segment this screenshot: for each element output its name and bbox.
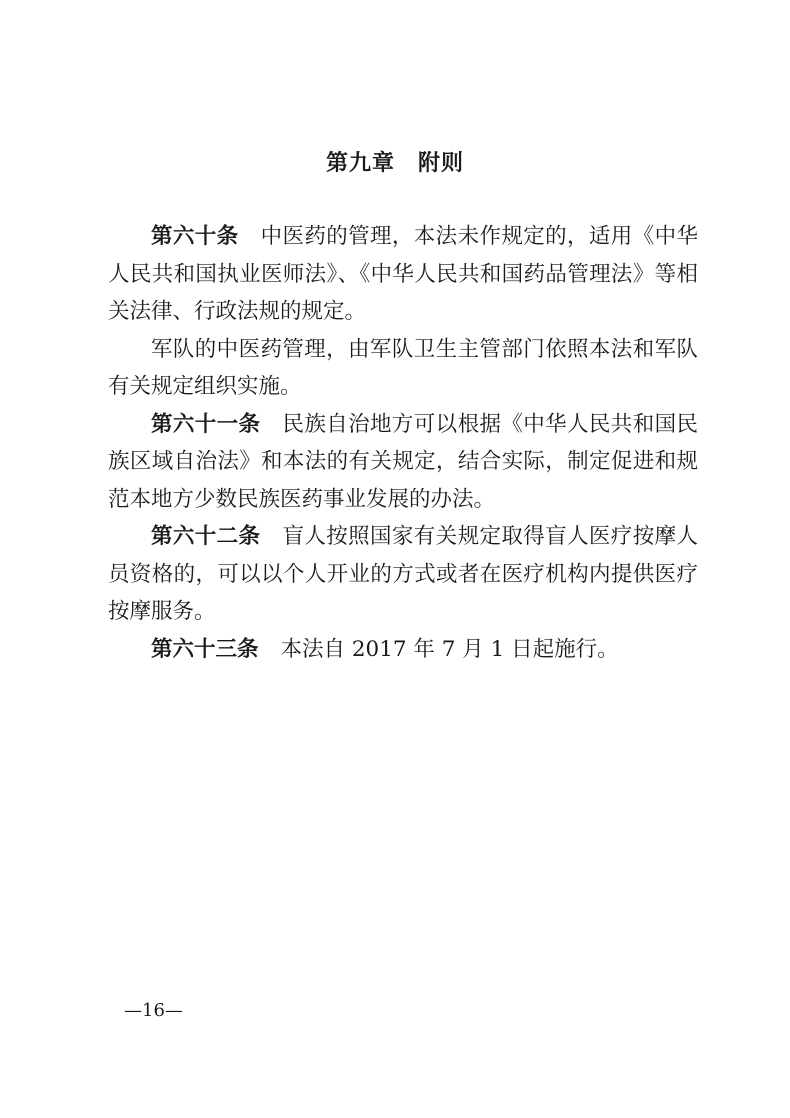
article-text: 民族自治地方可以根据《中华人民共和国民族区域自治法》和本法的有关规定，结合实际，制定促进和规范本地方少数民族医药事业发展的办法。 [108, 411, 698, 512]
document-body [108, 218, 698, 668]
article-63 [108, 631, 698, 669]
article-61 [108, 406, 698, 519]
article-60 [108, 218, 698, 331]
article-text: 中医药的管理，本法未作规定的，适用《中华人民共和国执业医师法》、《中华人民共和国药品管理法》等相关法律、行政法规的规定。 [108, 224, 698, 324]
article-text: 盲人按照国家有关规定取得盲人医疗按摩人员资格的，可以以个人开业的方式或者在医疗机构内提供医疗按摩服务。 [108, 524, 698, 624]
page-number: —16— [124, 1000, 183, 1021]
article-label: 第六十二条 [151, 524, 261, 549]
article-label: 第六十一条 [151, 411, 261, 437]
article-label: 第六十三条 [151, 636, 259, 662]
article-text: 军队的中医药管理，由军队卫生主管部门依照本法和军队有关规定组织实施。 [108, 336, 698, 399]
article-60-paragraph-2 [108, 331, 698, 406]
article-62 [108, 518, 698, 631]
chapter-title: 第九章 附则 [325, 151, 464, 176]
article-text: 本法自 2017 年 7 月 1 日起施行。 [280, 636, 619, 662]
article-label: 第六十条 [151, 224, 239, 249]
